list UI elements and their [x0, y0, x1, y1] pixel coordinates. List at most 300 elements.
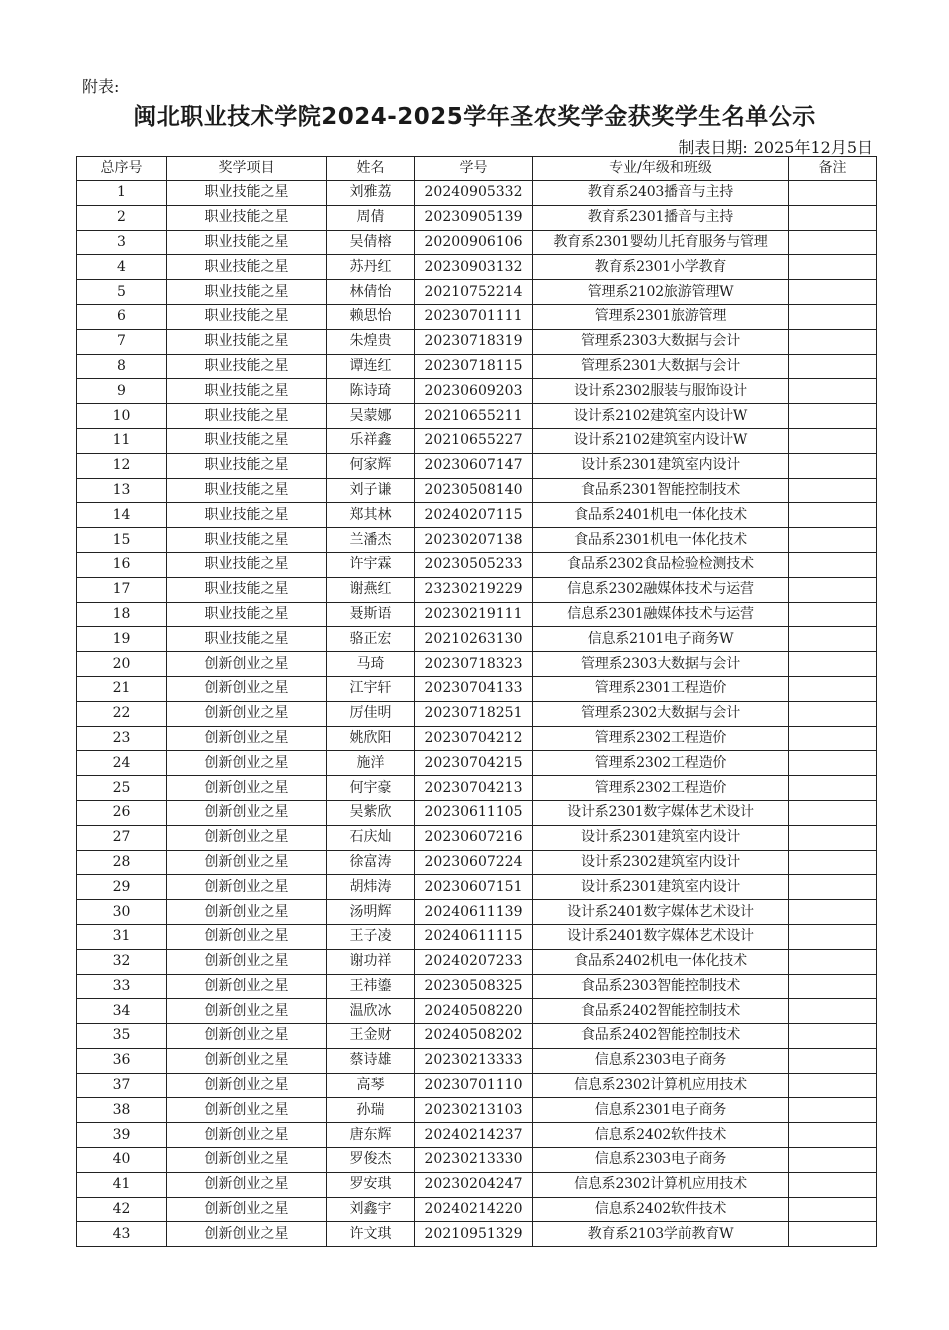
cell-note	[789, 949, 877, 974]
cell-name: 胡炜涛	[327, 875, 415, 900]
cell-note	[789, 627, 877, 652]
cell-major: 管理系2303大数据与会计	[533, 329, 789, 354]
cell-name: 汤明辉	[327, 900, 415, 925]
cell-major: 食品系2301机电一体化技术	[533, 528, 789, 553]
cell-student-id: 20230701111	[415, 304, 533, 329]
cell-project: 创新创业之星	[167, 875, 327, 900]
cell-project: 创新创业之星	[167, 1048, 327, 1073]
cell-no: 8	[77, 354, 167, 379]
cell-major: 信息系2302计算机应用技术	[533, 1172, 789, 1197]
cell-major: 设计系2301建筑室内设计	[533, 453, 789, 478]
cell-name: 苏丹红	[327, 255, 415, 280]
cell-no: 14	[77, 503, 167, 528]
table-row	[77, 627, 877, 652]
cell-note	[789, 1148, 877, 1173]
cell-name: 何宇豪	[327, 776, 415, 801]
cell-student-id: 20240214237	[415, 1123, 533, 1148]
cell-student-id: 20230607224	[415, 850, 533, 875]
table-row	[77, 428, 877, 453]
cell-name: 蔡诗雄	[327, 1048, 415, 1073]
table-row	[77, 900, 877, 925]
cell-student-id: 23230219229	[415, 577, 533, 602]
cell-project: 创新创业之星	[167, 850, 327, 875]
cell-no: 43	[77, 1222, 167, 1247]
cell-note	[789, 354, 877, 379]
cell-project: 职业技能之星	[167, 255, 327, 280]
table-row	[77, 1197, 877, 1222]
cell-name: 陈诗琦	[327, 379, 415, 404]
cell-major: 管理系2301旅游管理	[533, 304, 789, 329]
table-row	[77, 1172, 877, 1197]
table-row	[77, 676, 877, 701]
cell-project: 职业技能之星	[167, 428, 327, 453]
cell-name: 施洋	[327, 751, 415, 776]
cell-name: 罗安琪	[327, 1172, 415, 1197]
appendix-label: 附表:	[82, 77, 120, 96]
cell-no: 22	[77, 701, 167, 726]
cell-no: 10	[77, 404, 167, 429]
cell-no: 13	[77, 478, 167, 503]
cell-student-id: 20230611105	[415, 800, 533, 825]
table-row	[77, 404, 877, 429]
cell-project: 职业技能之星	[167, 329, 327, 354]
cell-project: 职业技能之星	[167, 205, 327, 230]
cell-note	[789, 900, 877, 925]
cell-major: 食品系2402机电一体化技术	[533, 949, 789, 974]
table-row	[77, 974, 877, 999]
cell-name: 朱煌贵	[327, 329, 415, 354]
cell-student-id: 20240905332	[415, 181, 533, 206]
cell-no: 27	[77, 825, 167, 850]
cell-student-id: 20230903132	[415, 255, 533, 280]
cell-major: 信息系2402软件技术	[533, 1197, 789, 1222]
cell-note	[789, 652, 877, 677]
cell-student-id: 20230718115	[415, 354, 533, 379]
cell-project: 职业技能之星	[167, 280, 327, 305]
cell-project: 创新创业之星	[167, 701, 327, 726]
table-row	[77, 652, 877, 677]
cell-note	[789, 875, 877, 900]
cell-note	[789, 528, 877, 553]
cell-major: 设计系2301建筑室内设计	[533, 825, 789, 850]
cell-student-id: 20230607216	[415, 825, 533, 850]
table-row	[77, 205, 877, 230]
cell-major: 设计系2301建筑室内设计	[533, 875, 789, 900]
cell-no: 16	[77, 552, 167, 577]
cell-name: 骆正宏	[327, 627, 415, 652]
table-row	[77, 1048, 877, 1073]
cell-name: 谢功祥	[327, 949, 415, 974]
cell-major: 教育系2403播音与主持	[533, 181, 789, 206]
cell-name: 乐祥鑫	[327, 428, 415, 453]
cell-note	[789, 825, 877, 850]
cell-project: 创新创业之星	[167, 900, 327, 925]
cell-student-id: 20230701110	[415, 1073, 533, 1098]
table-row	[77, 503, 877, 528]
cell-project: 创新创业之星	[167, 1024, 327, 1049]
cell-note	[789, 379, 877, 404]
cell-project: 创新创业之星	[167, 1148, 327, 1173]
award-roster-table	[76, 156, 877, 1247]
cell-name: 江宇轩	[327, 676, 415, 701]
cell-student-id: 20230508140	[415, 478, 533, 503]
cell-name: 许宇霖	[327, 552, 415, 577]
cell-name: 刘鑫宇	[327, 1197, 415, 1222]
cell-name: 谭连红	[327, 354, 415, 379]
cell-no: 41	[77, 1172, 167, 1197]
cell-major: 管理系2302工程造价	[533, 751, 789, 776]
cell-no: 37	[77, 1073, 167, 1098]
cell-name: 徐富涛	[327, 850, 415, 875]
cell-project: 职业技能之星	[167, 528, 327, 553]
cell-project: 创新创业之星	[167, 1197, 327, 1222]
cell-note	[789, 428, 877, 453]
cell-project: 创新创业之星	[167, 751, 327, 776]
cell-project: 创新创业之星	[167, 1222, 327, 1247]
cell-major: 管理系2302大数据与会计	[533, 701, 789, 726]
cell-major: 食品系2301智能控制技术	[533, 478, 789, 503]
cell-note	[789, 478, 877, 503]
cell-project: 创新创业之星	[167, 776, 327, 801]
cell-no: 26	[77, 800, 167, 825]
cell-project: 创新创业之星	[167, 1098, 327, 1123]
table-row	[77, 379, 877, 404]
cell-no: 33	[77, 974, 167, 999]
cell-note	[789, 701, 877, 726]
cell-project: 职业技能之星	[167, 478, 327, 503]
table-row	[77, 255, 877, 280]
date-value: 2025年12月5日	[753, 138, 873, 157]
cell-project: 职业技能之星	[167, 404, 327, 429]
cell-no: 11	[77, 428, 167, 453]
cell-no: 42	[77, 1197, 167, 1222]
cell-name: 刘雅荔	[327, 181, 415, 206]
cell-name: 吴倩榕	[327, 230, 415, 255]
cell-no: 5	[77, 280, 167, 305]
cell-project: 创新创业之星	[167, 1123, 327, 1148]
cell-name: 王祎鎏	[327, 974, 415, 999]
cell-student-id: 20230204247	[415, 1172, 533, 1197]
table-row	[77, 354, 877, 379]
cell-no: 18	[77, 602, 167, 627]
cell-major: 教育系2103学前教育W	[533, 1222, 789, 1247]
table-row	[77, 701, 877, 726]
cell-name: 郑其林	[327, 503, 415, 528]
cell-no: 25	[77, 776, 167, 801]
cell-major: 管理系2301工程造价	[533, 676, 789, 701]
table-row	[77, 181, 877, 206]
cell-student-id: 20210951329	[415, 1222, 533, 1247]
cell-project: 职业技能之星	[167, 379, 327, 404]
cell-no: 28	[77, 850, 167, 875]
cell-note	[789, 329, 877, 354]
cell-project: 职业技能之星	[167, 503, 327, 528]
col-header-note: 备注	[789, 157, 877, 181]
cell-major: 食品系2402智能控制技术	[533, 999, 789, 1024]
cell-note	[789, 751, 877, 776]
cell-name: 马琦	[327, 652, 415, 677]
cell-note	[789, 304, 877, 329]
cell-note	[789, 255, 877, 280]
cell-no: 30	[77, 900, 167, 925]
cell-no: 38	[77, 1098, 167, 1123]
cell-major: 管理系2302工程造价	[533, 776, 789, 801]
cell-project: 职业技能之星	[167, 577, 327, 602]
cell-student-id: 20240611139	[415, 900, 533, 925]
cell-name: 姚欣阳	[327, 726, 415, 751]
cell-note	[789, 1172, 877, 1197]
cell-project: 职业技能之星	[167, 453, 327, 478]
cell-major: 设计系2302建筑室内设计	[533, 850, 789, 875]
cell-name: 高琴	[327, 1073, 415, 1098]
cell-major: 设计系2401数字媒体艺术设计	[533, 900, 789, 925]
cell-project: 职业技能之星	[167, 304, 327, 329]
table-row	[77, 875, 877, 900]
cell-project: 创新创业之星	[167, 652, 327, 677]
cell-project: 职业技能之星	[167, 230, 327, 255]
cell-student-id: 20210752214	[415, 280, 533, 305]
table-row	[77, 1073, 877, 1098]
cell-no: 3	[77, 230, 167, 255]
cell-student-id: 20230607151	[415, 875, 533, 900]
cell-project: 创新创业之星	[167, 726, 327, 751]
cell-name: 吴蒙娜	[327, 404, 415, 429]
cell-name: 赖思怡	[327, 304, 415, 329]
cell-note	[789, 924, 877, 949]
cell-note	[789, 1222, 877, 1247]
cell-major: 教育系2301小学教育	[533, 255, 789, 280]
cell-student-id: 20240611115	[415, 924, 533, 949]
table-row	[77, 776, 877, 801]
cell-name: 王金财	[327, 1024, 415, 1049]
roster-body	[77, 181, 877, 1247]
cell-name: 谢燕红	[327, 577, 415, 602]
cell-no: 24	[77, 751, 167, 776]
cell-student-id: 20230213103	[415, 1098, 533, 1123]
cell-no: 2	[77, 205, 167, 230]
cell-no: 40	[77, 1148, 167, 1173]
cell-student-id: 20240508202	[415, 1024, 533, 1049]
cell-no: 34	[77, 999, 167, 1024]
cell-project: 创新创业之星	[167, 1073, 327, 1098]
cell-major: 信息系2402软件技术	[533, 1123, 789, 1148]
table-row	[77, 304, 877, 329]
cell-name: 林倩怡	[327, 280, 415, 305]
cell-no: 21	[77, 676, 167, 701]
cell-note	[789, 999, 877, 1024]
cell-no: 1	[77, 181, 167, 206]
cell-major: 食品系2303智能控制技术	[533, 974, 789, 999]
table-row	[77, 1148, 877, 1173]
cell-student-id: 20230505233	[415, 552, 533, 577]
cell-student-id: 20230704213	[415, 776, 533, 801]
cell-note	[789, 1048, 877, 1073]
cell-student-id: 20230704215	[415, 751, 533, 776]
cell-name: 王子凌	[327, 924, 415, 949]
cell-student-id: 20230718319	[415, 329, 533, 354]
table-row	[77, 1222, 877, 1247]
cell-note	[789, 676, 877, 701]
header-row	[77, 157, 877, 181]
cell-note	[789, 280, 877, 305]
cell-no: 39	[77, 1123, 167, 1148]
cell-name: 吴紫欣	[327, 800, 415, 825]
cell-note	[789, 503, 877, 528]
cell-no: 17	[77, 577, 167, 602]
cell-no: 19	[77, 627, 167, 652]
cell-major: 设计系2301数字媒体艺术设计	[533, 800, 789, 825]
cell-note	[789, 800, 877, 825]
table-row	[77, 1024, 877, 1049]
cell-project: 职业技能之星	[167, 552, 327, 577]
cell-student-id: 20230213330	[415, 1148, 533, 1173]
col-header-major: 专业/年级和班级	[533, 157, 789, 181]
cell-student-id: 20230704212	[415, 726, 533, 751]
table-row	[77, 924, 877, 949]
cell-name: 石庆灿	[327, 825, 415, 850]
cell-student-id: 20240207233	[415, 949, 533, 974]
cell-name: 孙瑞	[327, 1098, 415, 1123]
cell-name: 刘子谦	[327, 478, 415, 503]
cell-note	[789, 1123, 877, 1148]
table-row	[77, 800, 877, 825]
cell-note	[789, 453, 877, 478]
table-row	[77, 329, 877, 354]
cell-project: 创新创业之星	[167, 949, 327, 974]
cell-student-id: 20230704133	[415, 676, 533, 701]
cell-project: 创新创业之星	[167, 999, 327, 1024]
table-row	[77, 230, 877, 255]
cell-major: 设计系2401数字媒体艺术设计	[533, 924, 789, 949]
cell-project: 创新创业之星	[167, 676, 327, 701]
table-row	[77, 999, 877, 1024]
cell-name: 许文琪	[327, 1222, 415, 1247]
cell-note	[789, 1073, 877, 1098]
cell-no: 9	[77, 379, 167, 404]
cell-student-id: 20240508220	[415, 999, 533, 1024]
cell-major: 设计系2102建筑室内设计W	[533, 428, 789, 453]
cell-major: 食品系2401机电一体化技术	[533, 503, 789, 528]
cell-note	[789, 552, 877, 577]
cell-student-id: 20230905139	[415, 205, 533, 230]
cell-note	[789, 230, 877, 255]
cell-name: 何家辉	[327, 453, 415, 478]
cell-major: 信息系2303电子商务	[533, 1148, 789, 1173]
cell-student-id: 20240214220	[415, 1197, 533, 1222]
cell-student-id: 20230718251	[415, 701, 533, 726]
cell-student-id: 20230609203	[415, 379, 533, 404]
cell-project: 职业技能之星	[167, 602, 327, 627]
cell-student-id: 20210263130	[415, 627, 533, 652]
cell-no: 35	[77, 1024, 167, 1049]
cell-major: 信息系2301电子商务	[533, 1098, 789, 1123]
table-row	[77, 726, 877, 751]
cell-name: 温欣冰	[327, 999, 415, 1024]
cell-project: 职业技能之星	[167, 627, 327, 652]
cell-note	[789, 1197, 877, 1222]
cell-name: 聂斯语	[327, 602, 415, 627]
cell-project: 创新创业之星	[167, 825, 327, 850]
cell-major: 设计系2302服装与服饰设计	[533, 379, 789, 404]
cell-no: 29	[77, 875, 167, 900]
cell-student-id: 20230213333	[415, 1048, 533, 1073]
cell-student-id: 20230207138	[415, 528, 533, 553]
date-label: 制表日期:	[678, 138, 748, 157]
cell-major: 信息系2301融媒体技术与运营	[533, 602, 789, 627]
cell-student-id: 20200906106	[415, 230, 533, 255]
cell-note	[789, 205, 877, 230]
cell-no: 36	[77, 1048, 167, 1073]
col-header-name: 姓名	[327, 157, 415, 181]
table-row	[77, 751, 877, 776]
cell-name: 周倩	[327, 205, 415, 230]
cell-major: 教育系2301婴幼儿托育服务与管理	[533, 230, 789, 255]
cell-major: 管理系2301大数据与会计	[533, 354, 789, 379]
cell-project: 创新创业之星	[167, 1172, 327, 1197]
col-header-id: 学号	[415, 157, 533, 181]
date-line	[678, 135, 873, 158]
cell-note	[789, 974, 877, 999]
table-row	[77, 1098, 877, 1123]
cell-project: 职业技能之星	[167, 181, 327, 206]
cell-student-id: 20230607147	[415, 453, 533, 478]
cell-no: 31	[77, 924, 167, 949]
cell-project: 创新创业之星	[167, 924, 327, 949]
cell-major: 食品系2302食品检验检测技术	[533, 552, 789, 577]
table-row	[77, 528, 877, 553]
table-row	[77, 552, 877, 577]
cell-name: 厉佳明	[327, 701, 415, 726]
cell-major: 管理系2302工程造价	[533, 726, 789, 751]
table-row	[77, 949, 877, 974]
cell-student-id: 20230219111	[415, 602, 533, 627]
cell-project: 职业技能之星	[167, 354, 327, 379]
table-row	[77, 453, 877, 478]
cell-major: 信息系2101电子商务W	[533, 627, 789, 652]
cell-note	[789, 850, 877, 875]
cell-major: 信息系2302融媒体技术与运营	[533, 577, 789, 602]
cell-student-id: 20210655227	[415, 428, 533, 453]
cell-no: 7	[77, 329, 167, 354]
cell-note	[789, 577, 877, 602]
cell-no: 23	[77, 726, 167, 751]
cell-major: 信息系2303电子商务	[533, 1048, 789, 1073]
table-row	[77, 577, 877, 602]
cell-name: 兰潘杰	[327, 528, 415, 553]
cell-note	[789, 602, 877, 627]
cell-no: 20	[77, 652, 167, 677]
table-row	[77, 825, 877, 850]
cell-no: 32	[77, 949, 167, 974]
table-row	[77, 1123, 877, 1148]
cell-student-id: 20240207115	[415, 503, 533, 528]
cell-name: 唐东辉	[327, 1123, 415, 1148]
cell-major: 设计系2102建筑室内设计W	[533, 404, 789, 429]
table-row	[77, 280, 877, 305]
table-row	[77, 850, 877, 875]
cell-major: 食品系2402智能控制技术	[533, 1024, 789, 1049]
cell-major: 管理系2102旅游管理W	[533, 280, 789, 305]
cell-project: 创新创业之星	[167, 974, 327, 999]
cell-name: 罗俊杰	[327, 1148, 415, 1173]
table-row	[77, 478, 877, 503]
col-header-no: 总序号	[77, 157, 167, 181]
cell-major: 信息系2302计算机应用技术	[533, 1073, 789, 1098]
cell-major: 教育系2301播音与主持	[533, 205, 789, 230]
table-row	[77, 602, 877, 627]
cell-note	[789, 1024, 877, 1049]
cell-no: 6	[77, 304, 167, 329]
